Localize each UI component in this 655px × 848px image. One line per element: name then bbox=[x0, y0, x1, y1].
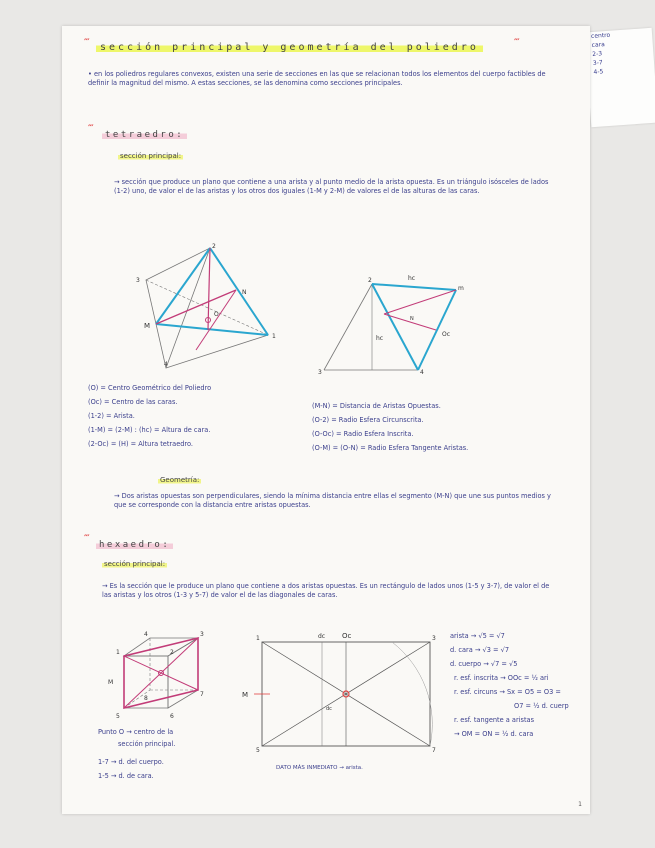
side-note-line: 2-3 bbox=[592, 50, 603, 58]
cube-label-6: 6 bbox=[170, 713, 174, 720]
rect-label-1: 1 bbox=[256, 635, 260, 642]
cube-figure bbox=[106, 626, 226, 726]
hexa-note: 1-5 → d. de cara. bbox=[98, 772, 154, 780]
rect-label-m: M bbox=[242, 691, 249, 699]
legend-line: (O) = Centro Geométrico del Poliedro bbox=[88, 384, 212, 392]
tetrahedron-figure bbox=[118, 240, 288, 370]
legend-line: (M-N) = Distancia de Aristas Opuestas. bbox=[312, 402, 441, 410]
section-heading-hexaedro: hexaedro: bbox=[96, 540, 173, 550]
cube-label-5: 5 bbox=[116, 713, 120, 720]
formula-line: → OM = ON = ½ d. cara bbox=[454, 730, 534, 738]
formula-line: d. cara → √3 = √7 bbox=[450, 646, 510, 654]
section-heading-tetraedro: tetraedro: bbox=[102, 130, 187, 140]
hexa-section-rectangle-figure bbox=[242, 628, 438, 754]
fig2-label-4: 4 bbox=[420, 369, 424, 376]
fig1-label-n: N bbox=[242, 289, 247, 296]
sparkle-mark-icon: ‴ bbox=[84, 38, 90, 48]
hexa-section-text: → Es la sección que le produce un plano que contiene a dos aristas opuestas. Es un rectángulo de lados unos (1-5 y 3-7), de valor el de las aristas y los otros (1-3 y 5-7) de valor el de las diagonales de caras. bbox=[102, 582, 550, 599]
cube-label-7: 7 bbox=[200, 691, 204, 698]
side-note-line: centro bbox=[590, 31, 611, 41]
fig1-label-1: 1 bbox=[272, 333, 276, 340]
legend-line: (O-M) = (O-N) = Radio Esfera Tangente Aristas. bbox=[312, 444, 469, 452]
cube-label-2: 2 bbox=[170, 649, 174, 656]
page-title: sección principal y geometría del poliedro bbox=[96, 42, 483, 53]
cube-label-m: M bbox=[108, 679, 114, 686]
sparkle-mark-icon: ‴ bbox=[84, 534, 90, 544]
cube-label-4: 4 bbox=[144, 631, 148, 638]
formula-line: O7 = ½ d. cuerp bbox=[514, 702, 569, 710]
legend-line: (Oc) = Centro de las caras. bbox=[88, 398, 178, 406]
sparkle-mark-icon: ‴ bbox=[88, 124, 94, 134]
side-note-line: 4-5 bbox=[593, 68, 604, 76]
page-number: 1 bbox=[578, 801, 582, 808]
legend-line: (2-Oc) = (H) = Altura tetraedro. bbox=[88, 440, 194, 448]
fig2-label-hc2: hc bbox=[376, 335, 384, 342]
fig1-label-4: 4 bbox=[164, 361, 168, 368]
formula-line: arista → √5 = √7 bbox=[450, 632, 505, 640]
side-note-line: 3-7 bbox=[592, 59, 603, 67]
rect-label-5: 5 bbox=[256, 747, 260, 754]
fig1-label-o: O bbox=[214, 311, 219, 318]
tetra-geometry-text: → Dos aristas opuestas son perpendiculares, siendo la mínima distancia entre ellas el segmento (M-N) que une sus puntos medios y que se corresponde con la distancia entre aristas opuestas. bbox=[114, 492, 551, 509]
notebook-page bbox=[62, 26, 590, 814]
fig2-label-3: 3 bbox=[318, 369, 322, 376]
cube-label-3: 3 bbox=[200, 631, 204, 638]
rect-label-dc2: dc bbox=[326, 706, 332, 712]
adjacent-page-strip bbox=[585, 28, 655, 127]
legend-line: (1-2) = Arista. bbox=[88, 412, 135, 420]
rect-label-7: 7 bbox=[432, 747, 436, 754]
sparkle-mark-icon: ‴ bbox=[514, 38, 520, 48]
legend-line: (O-2) = Radio Esfera Circunscrita. bbox=[312, 416, 424, 424]
legend-line: (1-M) = (2-M) : (hc) = Altura de cara. bbox=[88, 426, 211, 434]
formula-line: r. esf. circuns → Sx = O5 = O3 = bbox=[454, 688, 561, 696]
formula-line: r. esf. inscrita → OOc = ½ ari bbox=[454, 674, 549, 682]
subheading-geometria: Geometría: bbox=[160, 476, 200, 484]
hexa-note: Punto O → centro de la bbox=[98, 728, 174, 736]
legend-line: (O-Oc) = Radio Esfera Inscrita. bbox=[312, 430, 414, 438]
intro-paragraph: • en los poliedros regulares convexos, existen una serie de secciones en las que se relacionan todos los elementos del cuerpo factibles de definir la magnitud del mismo. A estas secciones, se las denomina como secciones principales. bbox=[88, 70, 546, 87]
fig1-label-m: M bbox=[144, 322, 151, 330]
subheading-seccion-principal: sección principal: bbox=[104, 560, 166, 568]
fig2-label-oc: Oc bbox=[442, 331, 451, 338]
tetra-section-text: → sección que produce un plano que contiene a una arista y al punto medio de la arista opuesta. Es un triángulo isósceles de lados (1-2) uno, de valor el de las aristas y los otros dos iguales (1-M y 2-M) de valores el de las alturas de las caras. bbox=[114, 178, 549, 195]
rect-label-3: 3 bbox=[432, 635, 436, 642]
hexa-note: 1-7 → d. del cuerpo. bbox=[98, 758, 164, 766]
bottom-note: DATO MÁS INMEDIATO → arista. bbox=[276, 765, 363, 771]
rect-label-dc: dc bbox=[318, 633, 326, 640]
fig1-label-3: 3 bbox=[136, 277, 140, 284]
side-note-line: cara bbox=[591, 41, 606, 49]
tetra-section-triangle-figure bbox=[314, 270, 464, 380]
fig1-label-2: 2 bbox=[212, 243, 216, 250]
cube-label-1: 1 bbox=[116, 649, 120, 656]
cube-label-8: 8 bbox=[144, 695, 148, 702]
rect-label-oc: Oc bbox=[342, 632, 352, 640]
fig2-label-hc: hc bbox=[408, 275, 416, 282]
fig2-label-n: N bbox=[410, 316, 414, 322]
hexa-note: sección principal. bbox=[118, 740, 176, 748]
fig2-label-2: 2 bbox=[368, 277, 372, 284]
fig2-label-m: m bbox=[458, 285, 464, 292]
subheading-seccion-principal: sección principal: bbox=[120, 152, 182, 160]
formula-line: d. cuerpo → √7 = √5 bbox=[450, 660, 518, 668]
formula-line: r. esf. tangente a aristas bbox=[454, 716, 535, 724]
